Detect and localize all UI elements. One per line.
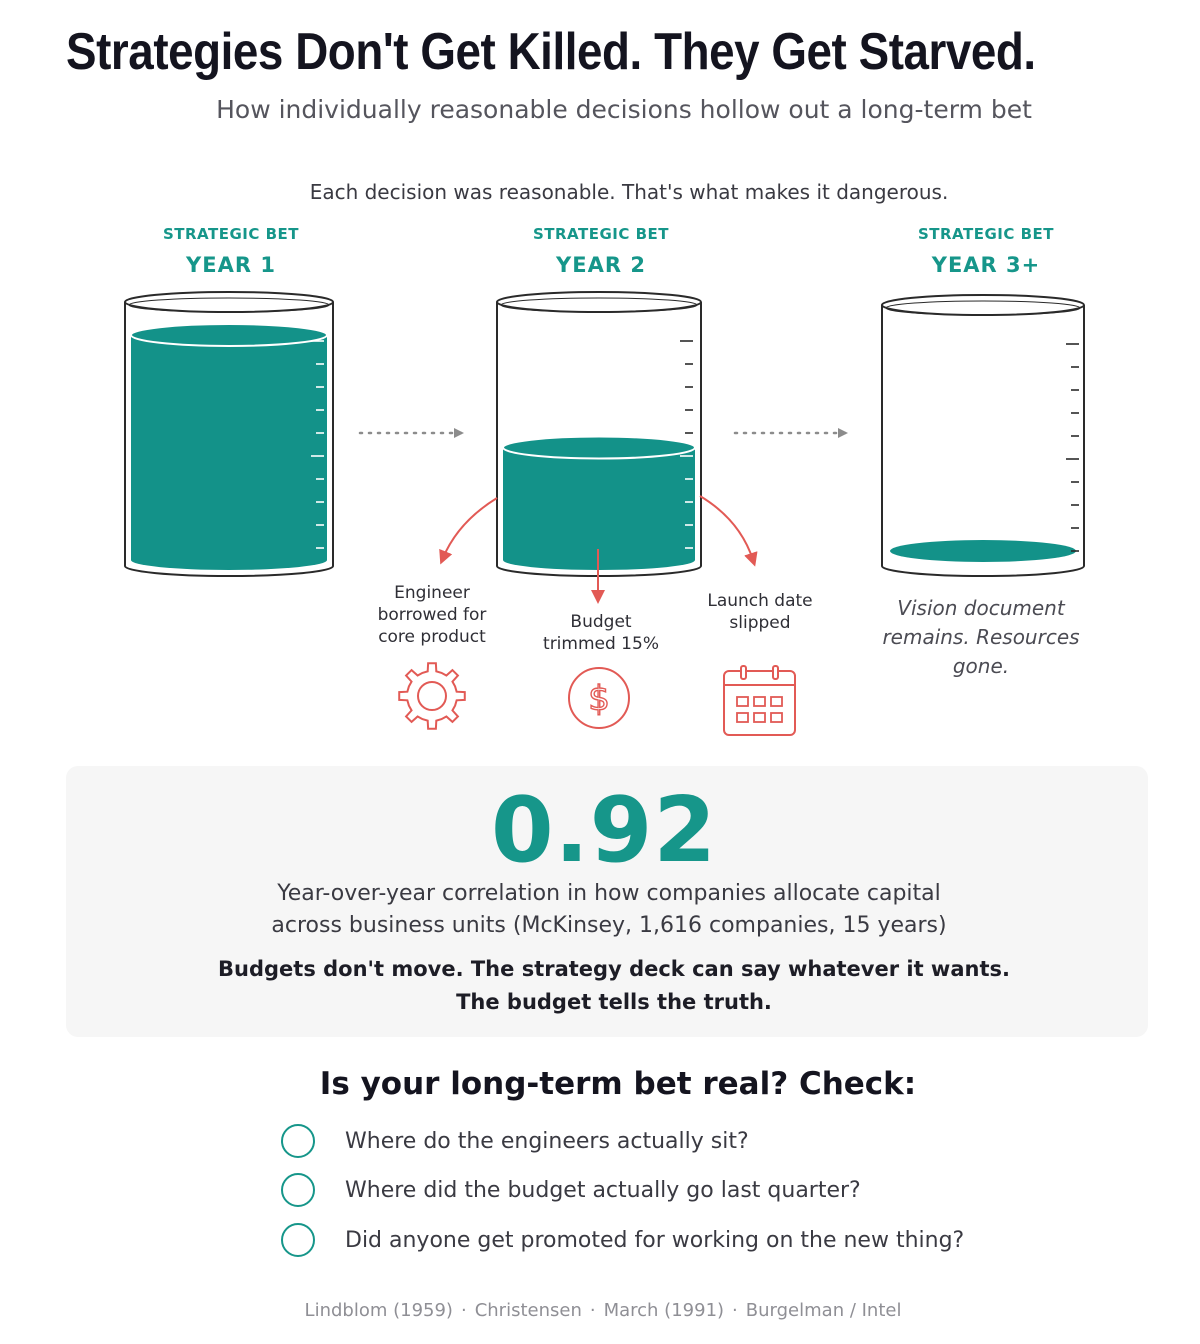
stage-kicker: STRATEGIC BET — [162, 225, 300, 243]
stage-year: YEAR 3+ — [931, 253, 1041, 277]
beakers-group — [125, 292, 1084, 576]
page-title: Strategies Don't Get Killed. They Get Starved. — [66, 23, 1036, 81]
stat-description-line: across business units (McKinsey, 1,616 companies, 15 years) — [271, 913, 947, 938]
checklist-item[interactable] — [281, 1122, 749, 1160]
page-subtitle: How individually reasonable decisions hollow out a long-term bet — [216, 95, 1032, 124]
stage-kicker: STRATEGIC BET — [917, 225, 1055, 243]
checklist-item-text: Did anyone get promoted for working on the new thing? — [345, 1227, 965, 1253]
gear-icon — [399, 663, 465, 729]
checkbox-circle[interactable] — [281, 1124, 315, 1158]
stat-punchline-line: Budgets don't move. The strategy deck can say whatever it wants. — [218, 957, 1010, 981]
source-citation: Burgelman / Intel — [745, 1300, 902, 1321]
source-citation: Lindblom (1959) — [304, 1300, 453, 1321]
beaker-glass — [882, 305, 1084, 576]
drain-label-engineer: Engineer borrowed for core product — [377, 583, 487, 647]
stat-punchline-line: The budget tells the truth. — [456, 990, 772, 1014]
source-citation: Christensen — [474, 1300, 582, 1321]
checklist-item[interactable] — [281, 1221, 964, 1259]
stage-year: YEAR 1 — [186, 253, 276, 277]
diagram-caption: Each decision was reasonable. That's what makes it dangerous. — [309, 180, 949, 204]
stat-description-line: Year-over-year correlation in how companies allocate capital — [277, 881, 941, 906]
stat-value: 0.92 — [490, 778, 718, 883]
svg-text:$: $ — [588, 679, 610, 719]
drain-label-budget: Budget trimmed 15% — [543, 612, 659, 654]
stage-year: YEAR 2 — [556, 253, 646, 277]
drain-arrow-right — [700, 496, 753, 560]
beaker-liquid — [131, 335, 327, 570]
drain-label-launch: Launch date slipped — [707, 591, 813, 633]
liquid-surface — [131, 324, 327, 346]
vision-note: Vision document remains. Resources gone. — [882, 596, 1080, 678]
source-citation: March (1991) — [603, 1300, 725, 1321]
sources-footer: Lindblom (1959) · Christensen · March (1991) · Burgelman / Intel — [304, 1300, 902, 1321]
calendar-icon — [724, 666, 795, 735]
liquid-residue — [890, 540, 1076, 562]
checklist-item[interactable] — [281, 1171, 861, 1209]
dollar-icon — [569, 668, 629, 728]
stat-punchline — [0, 953, 1200, 1019]
liquid-surface — [503, 437, 695, 459]
drain-arrow-left — [443, 498, 497, 558]
stat-description — [0, 878, 1200, 942]
checkbox-circle[interactable] — [281, 1223, 315, 1257]
checklist-item-text: Where did the budget actually go last quarter? — [345, 1177, 861, 1203]
stage-kicker: STRATEGIC BET — [532, 225, 670, 243]
checklist-item-text: Where do the engineers actually sit? — [345, 1128, 749, 1154]
checklist-heading: Is your long-term bet real? Check: — [319, 1066, 917, 1102]
checkbox-circle[interactable] — [281, 1173, 315, 1207]
